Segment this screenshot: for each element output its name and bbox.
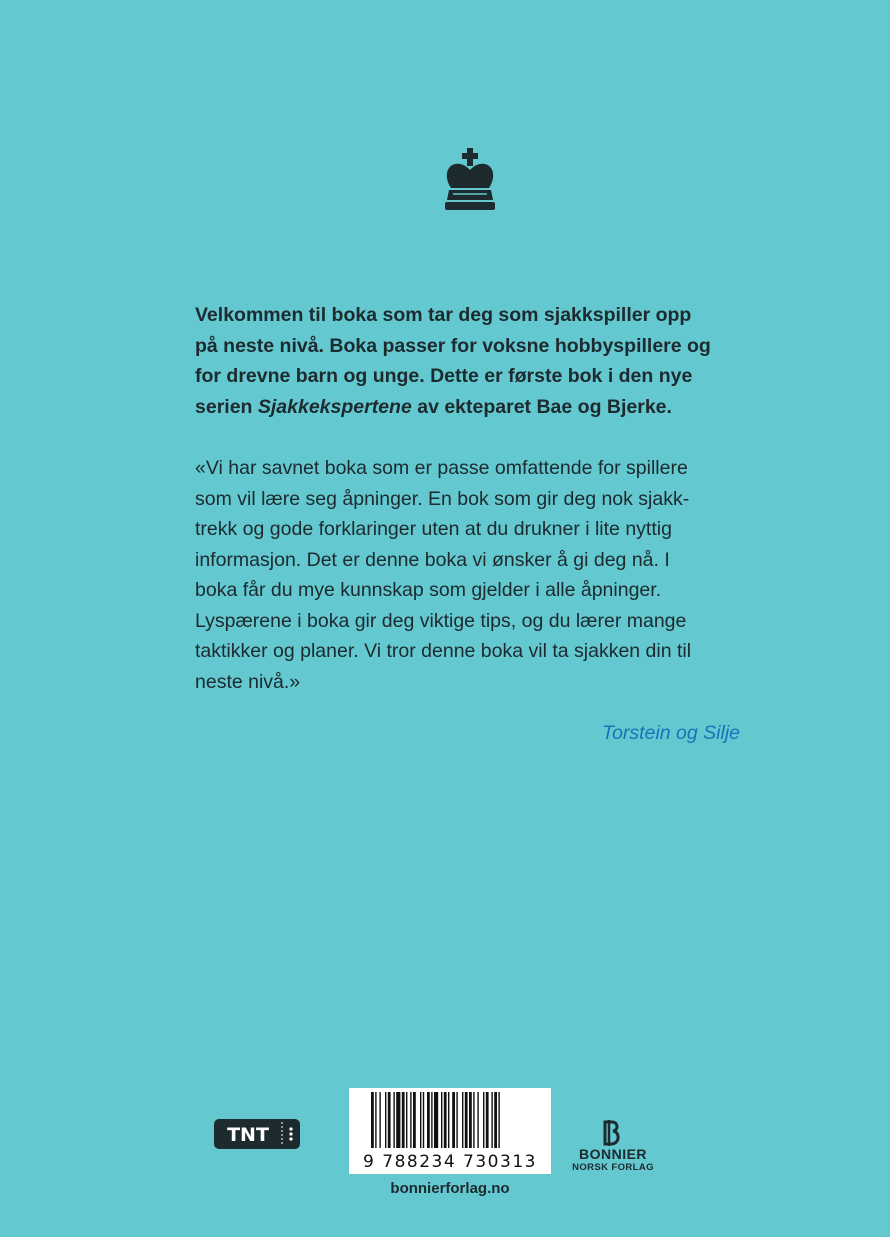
series-title: Sjakkekspertene [257,395,412,418]
tnt-logo-icon [214,1119,300,1149]
publisher-name: BONNIER [578,1146,648,1162]
quote-line: som vil lære seg åpninger. En bok som gir deg nok sjakk- [195,487,690,510]
intro-line: på neste nivå. Boka passer for voksne hobbyspillere og [195,334,711,357]
quote-line: neste nivå.» [195,670,301,693]
barcode [349,1088,551,1174]
publisher-subtitle: NORSK FORLAG [572,1162,654,1173]
quote-line: informasjon. Det er denne boka vi ønsker å gi deg nå. I [195,548,670,571]
website-link[interactable]: bonnierforlag.no [390,1180,510,1197]
bonnier-b-icon [602,1120,624,1146]
crown-icon [441,148,499,210]
intro-line: for drevne barn og unge. Dette er første bok i den nye [195,365,693,387]
quote-paragraph [195,453,755,697]
quote-line: boka får du mye kunnskap som gjelder i alle åpninger. [195,579,662,601]
isbn-number: 9 788234 730313 [363,1152,537,1172]
intro-paragraph [195,300,755,422]
tnt-logo-text: TNT [227,1124,269,1146]
signature: Torstein og Silje [601,722,740,744]
bonnier-logo [572,1120,654,1173]
barcode-bars-icon [349,1088,551,1150]
quote-line: taktikker og planer. Vi tror denne boka vil ta sjakken din til [195,640,692,662]
quote-line: «Vi har savnet boka som er passe omfattende for spillere [195,457,688,479]
intro-line: av ekteparet Bae og Bjerke. [411,395,672,418]
intro-line: Velkommen til boka som tar deg som sjakkspiller opp [195,304,692,326]
quote-line: trekk og gode forklaringer uten at du drukner i lite nyttig [195,518,672,540]
intro-line: serien [195,395,258,418]
quote-line: Lyspærene i boka gir deg viktige tips, og du lærer mange [195,609,687,632]
